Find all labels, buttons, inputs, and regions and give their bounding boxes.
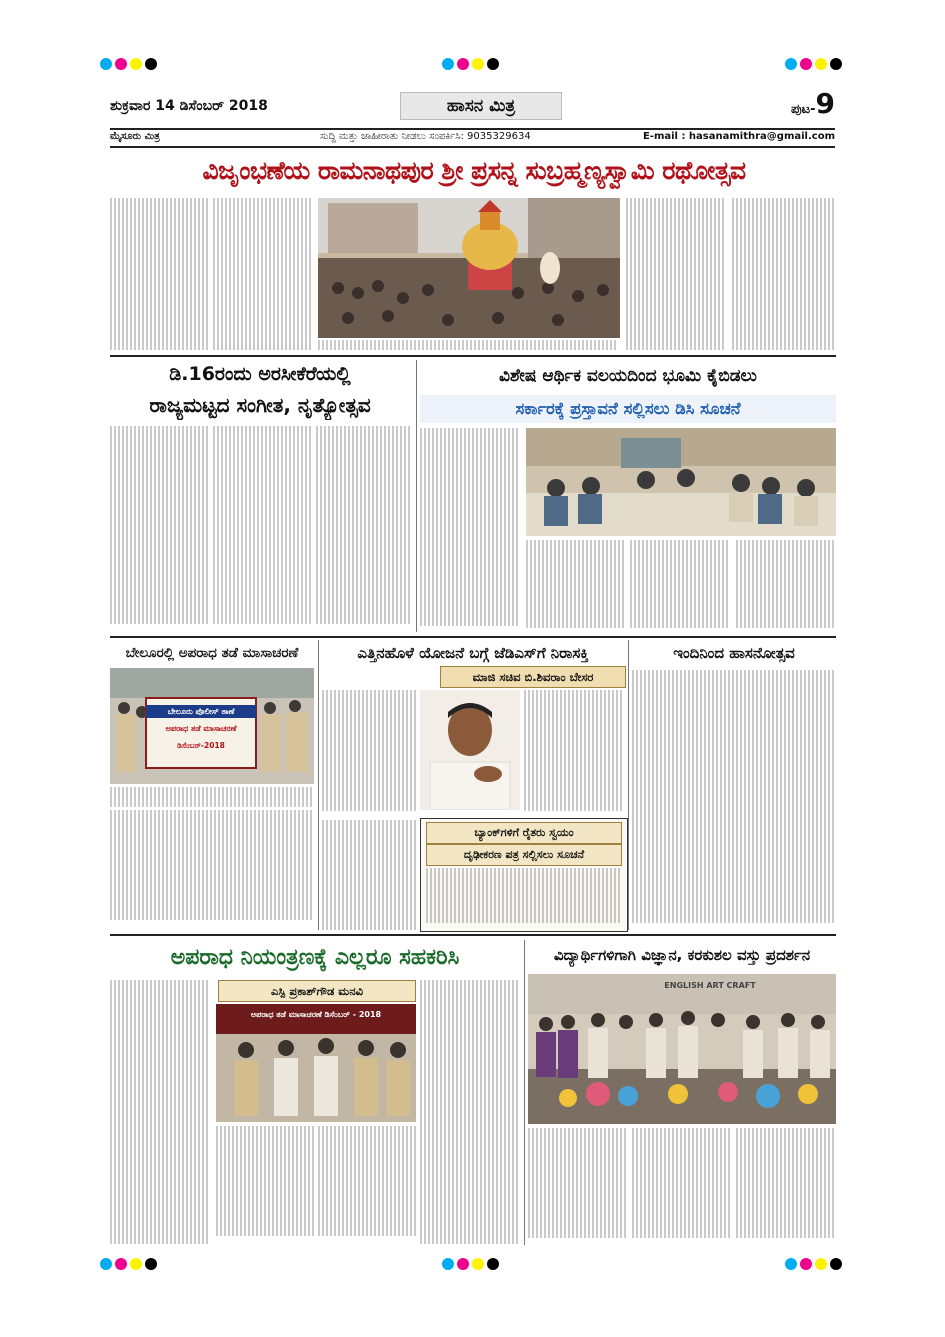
divider: [110, 636, 836, 638]
article-2-headline-line-1: ಡಿ.16ರಂದು ಅರಸೀಕೆರೆಯಲ್ಲಿ: [169, 363, 351, 385]
article-8-subheadline: ಎಸ್ಪಿ ಪ್ರಕಾಶ್‌ಗೌಡ ಮನವಿ: [218, 980, 416, 1002]
contact-bar: [110, 128, 835, 148]
shivaram-portrait-photo: [420, 690, 520, 810]
article-8-column-1: [110, 980, 210, 1245]
article-1-column-5: [732, 198, 836, 350]
chariot-festival-photo: [318, 198, 620, 338]
science-exhibition-photo: [528, 974, 836, 1124]
divider: [628, 640, 629, 930]
article-5-headline: ಎತ್ತಿನಹೊಳೆ ಯೋಜನೆ ಬಗ್ಗೆ ಜೆಡಿಎಸ್‌ಗೆ ನಿರಾಸಕ್ತಿ: [357, 644, 589, 662]
article-2-headline-line-2: ರಾಜ್ಯಮಟ್ಟದ ಸಂಗೀತ, ನೃತ್ಯೋತ್ಸವ: [149, 393, 371, 417]
article-5-subheadline: ಮಾಜಿ ಸಚಿವ ಬಿ.ಶಿವರಾಂ ಬೇಸರ: [440, 666, 626, 688]
article-5-column-1: [322, 690, 416, 816]
article-4-body: [110, 810, 314, 928]
article-3-subheadline: ಸರ್ಕಾರಕ್ಕೆ ಪ್ರಸ್ತಾವನೆ ಸಲ್ಲಿಸಲು ಡಿಸಿ ಸೂಚನೆ: [420, 395, 836, 423]
article-2-column-3: [316, 426, 412, 632]
contact-text: ಸುದ್ದಿ ಮತ್ತು ಜಾಹೀರಾತು ನೀಡಲು ಸಂಪರ್ಕಿಸಿ: 9035329634: [320, 131, 531, 142]
page-number: [791, 87, 835, 120]
article-3-column-2: [526, 540, 626, 632]
masthead: [110, 87, 835, 126]
article-7-headline-line-2: ದೃಢೀಕರಣ ಪತ್ರ ಸಲ್ಲಿಸಲು ಸೂಚನೆ: [426, 844, 622, 866]
divider: [110, 934, 836, 936]
divider: [524, 940, 525, 1245]
email-text: E-mail : hasanamithra@gmail.com: [642, 131, 835, 142]
sp-photo-banner: ಅಪರಾಧ ತಡೆ ಮಾಸಾಚರಣೆ ಡಿಸೆಂಬರ್ - 2018: [250, 1010, 382, 1019]
article-3-column-1: [420, 428, 520, 632]
divider: [318, 640, 319, 930]
newspaper-title: ಹಾಸನ ಮಿತ್ರ: [400, 92, 562, 120]
article-8-column-3: [318, 1126, 416, 1245]
issue-date: ಶುಕ್ರವಾರ 14 ಡಿಸೆಂಬರ್ 2018: [110, 98, 268, 114]
article-1-headline: ವಿಜೃಂಭಣೆಯ ರಾಮನಾಥಪುರ ಶ್ರೀ ಪ್ರಸನ್ನ ಸುಬ್ರಹ್ಮಣ್ಯಸ್ವಾಮಿ ರಥೋತ್ಸವ: [202, 156, 746, 185]
article-9-headline: ವಿದ್ಯಾರ್ಥಿಗಳಿಗಾಗಿ ವಿಜ್ಞಾನ, ಕರಕುಶಲ ವಸ್ತು ಪ್ರದರ್ಶನ: [553, 946, 811, 964]
article-3-column-4: [736, 540, 836, 632]
article-9-column-1: [528, 1128, 628, 1245]
article-7-headline-line-1: ಬ್ಯಾಂಕ್‌ಗಳಿಗೆ ರೈತರು ಸ್ವಯಂ: [426, 822, 622, 844]
article-1-column-4: [626, 198, 726, 350]
article-7-body: [426, 868, 620, 926]
article-3-column-3: [630, 540, 730, 632]
page-label: ಪುಟ-: [791, 102, 816, 117]
article-2-column-1: [110, 426, 208, 632]
article-8-headline: ಅಪರಾಧ ನಿಯಂತ್ರಣಕ್ಕೆ ಎಲ್ಲರೂ ಸಹಕರಿಸಿ: [170, 945, 460, 970]
article-1-photo-caption: [318, 340, 620, 350]
page-number-value: 9: [815, 87, 835, 120]
article-5-column-1b: [322, 820, 416, 930]
section-name: ಮೈಸೂರು ಮಿತ್ರ: [110, 131, 160, 142]
belur-photo-banner-date: ಡಿಸೆಂಬರ್-2018: [177, 741, 225, 750]
exhibition-photo-banner: ENGLISH ART CRAFT: [664, 981, 756, 990]
registration-marks-top-right: [785, 58, 845, 70]
divider: [110, 355, 836, 357]
registration-marks-bottom-left: [100, 1258, 160, 1270]
registration-marks-bottom-right: [785, 1258, 845, 1270]
dc-meeting-photo: [526, 428, 836, 536]
belur-photo-banner-title: ಬೇಲೂರು ಪೊಲೀಸ್ ಠಾಣೆ: [146, 705, 256, 718]
article-4-headline: ಬೇಲೂರಲ್ಲಿ ಅಪರಾಧ ತಡೆ ಮಾಸಾಚರಣೆ: [125, 645, 299, 661]
registration-marks-top-left: [100, 58, 160, 70]
article-9-column-3: [736, 1128, 836, 1245]
article-8-column-2: [216, 1126, 314, 1245]
article-3-headline: ವಿಶೇಷ ಆರ್ಥಿಕ ವಲಯದಿಂದ ಭೂಮಿ ಕೈಬಿಡಲು: [499, 366, 757, 386]
belur-photo-banner-subtitle: ಅಪರಾಧ ತಡೆ ಮಾಸಾಚರಣೆ: [165, 724, 237, 733]
divider: [416, 360, 417, 632]
article-1-column-1: [110, 198, 208, 350]
article-4-photo-caption: [110, 787, 314, 807]
article-1-column-2: [213, 198, 311, 350]
registration-marks-bottom-center: [442, 1258, 502, 1270]
article-8-column-4: [420, 980, 520, 1245]
registration-marks-top-center: [442, 58, 502, 70]
article-6-headline: ಇಂದಿನಿಂದ ಹಾಸನೋತ್ಸವ: [673, 644, 795, 662]
article-5-column-3: [524, 690, 624, 816]
article-2-column-2: [213, 426, 311, 632]
article-9-column-2: [632, 1128, 732, 1245]
article-6-body: [632, 670, 836, 930]
